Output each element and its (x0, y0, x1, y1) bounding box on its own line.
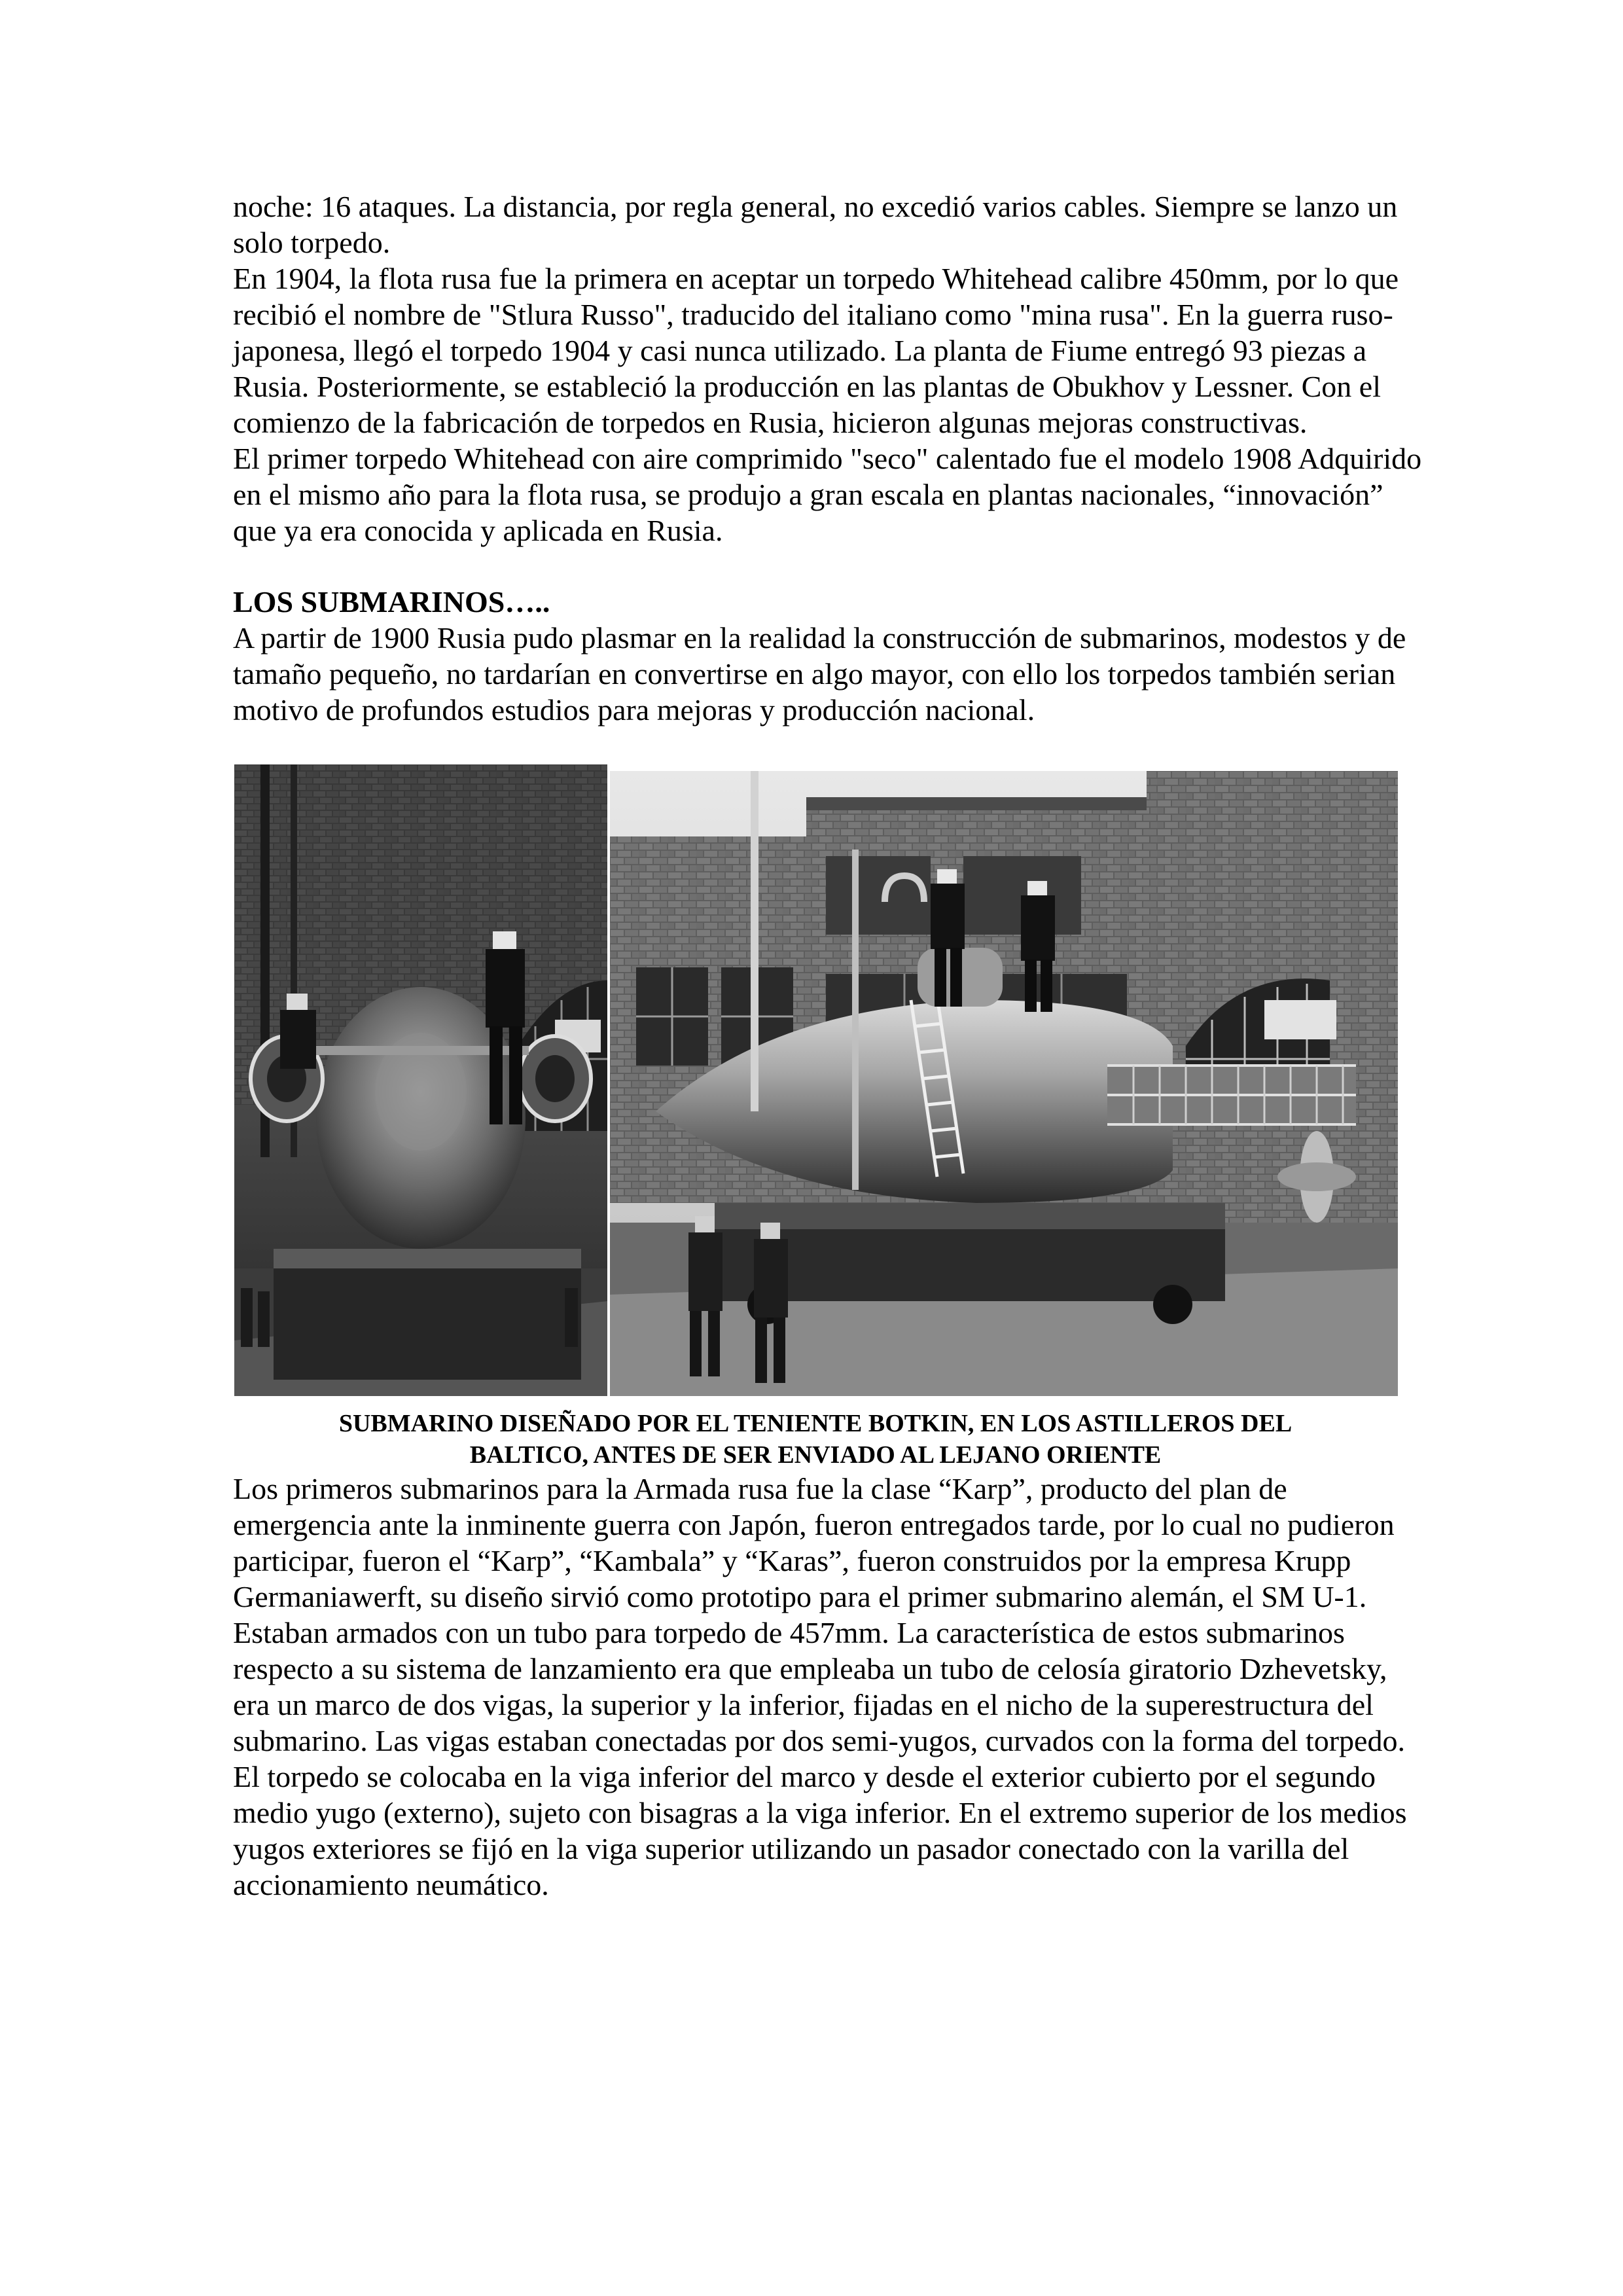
section-heading: LOS SUBMARINOS….. (233, 585, 550, 619)
section-intro: A partir de 1900 Rusia pudo plasmar en la realidad la construcción de submarinos, modestos y de tamaño pequeño, no tardarían en convertirse en algo mayor, con ello los torpedos también serian motivo de profundos estudios para mejoras y producción nacional. (233, 621, 1406, 726)
paragraph-attacks: noche: 16 ataques. La distancia, por regla general, no excedió varios cables. Siempre se lanzo un solo torpedo. (233, 190, 1398, 259)
paragraph-karp-class: Los primeros submarinos para la Armada rusa fue la clase “Karp”, producto del plan de emergencia ante la inminente guerra con Japón, fueron entregados tarde, por lo cual no pudieron participar, fueron el “Karp”, “Kambala” y “Karas”, fueron construidos por la empresa Krupp Germaniawerft, su diseño sirvió como prototipo para el primer submarino alemán, el SM U-1. Estaban armados con un tubo para torpedo de 457mm. La característica de estos submarinos respecto a su sistema de lanzamiento era que empleaba un tubo de celosía giratorio Dzhevetsky, era un marco de dos vigas, la superior y la inferior, fijadas en el nicho de la superestructura del submarino. Las vigas estaban conectadas por dos semi-yugos, curvados con la forma del torpedo. El torpedo se colocaba en la viga inferior del marco y desde el exterior cubierto por el segundo medio yugo (externo), sujeto con bisagras a la viga inferior. En el extremo superior de los medios yugos exteriores se fijó en la viga superior utilizando un pasador conectado con la varilla del accionamiento neumático. (233, 1472, 1407, 1901)
photo-submarine-side-view (610, 771, 1398, 1396)
document-page (233, 188, 1424, 1903)
submarine-figure (233, 764, 1398, 1396)
paragraph-whitehead-1904: En 1904, la flota rusa fue la primera en aceptar un torpedo Whitehead calibre 450mm, por lo que recibió el nombre de "Stlura Russo", traducido del italiano como "mina rusa". En la guerra ruso-japonesa, llegó el torpedo 1904 y casi nunca utilizado. La planta de Fiume entregó 93 piezas a Rusia. Posteriormente, se estableció la producción en las plantas de Obukhov y Lessner. Con el comienzo de la fabricación de torpedos en Rusia, hicieron algunas mejoras constructivas. (233, 262, 1399, 439)
spacer (233, 548, 1424, 584)
paragraph-whitehead-1908: El primer torpedo Whitehead con aire comprimido "seco" calentado fue el modelo 1908 Adquirido en el mismo año para la flota rusa, se produjo a gran escala en plantas nacionales, “innovación” que ya era conocida y aplicada en Rusia. (233, 442, 1422, 547)
figure-caption (233, 1408, 1398, 1471)
caption-line-1: SUBMARINO DISEÑADO POR EL TENIENTE BOTKIN, EN LOS ASTILLEROS DEL (338, 1410, 1293, 1437)
photo-submarine-front-view (234, 764, 607, 1396)
caption-line-2: BALTICO, ANTES DE SER ENVIADO AL LEJANO ORIENTE (469, 1441, 1162, 1469)
